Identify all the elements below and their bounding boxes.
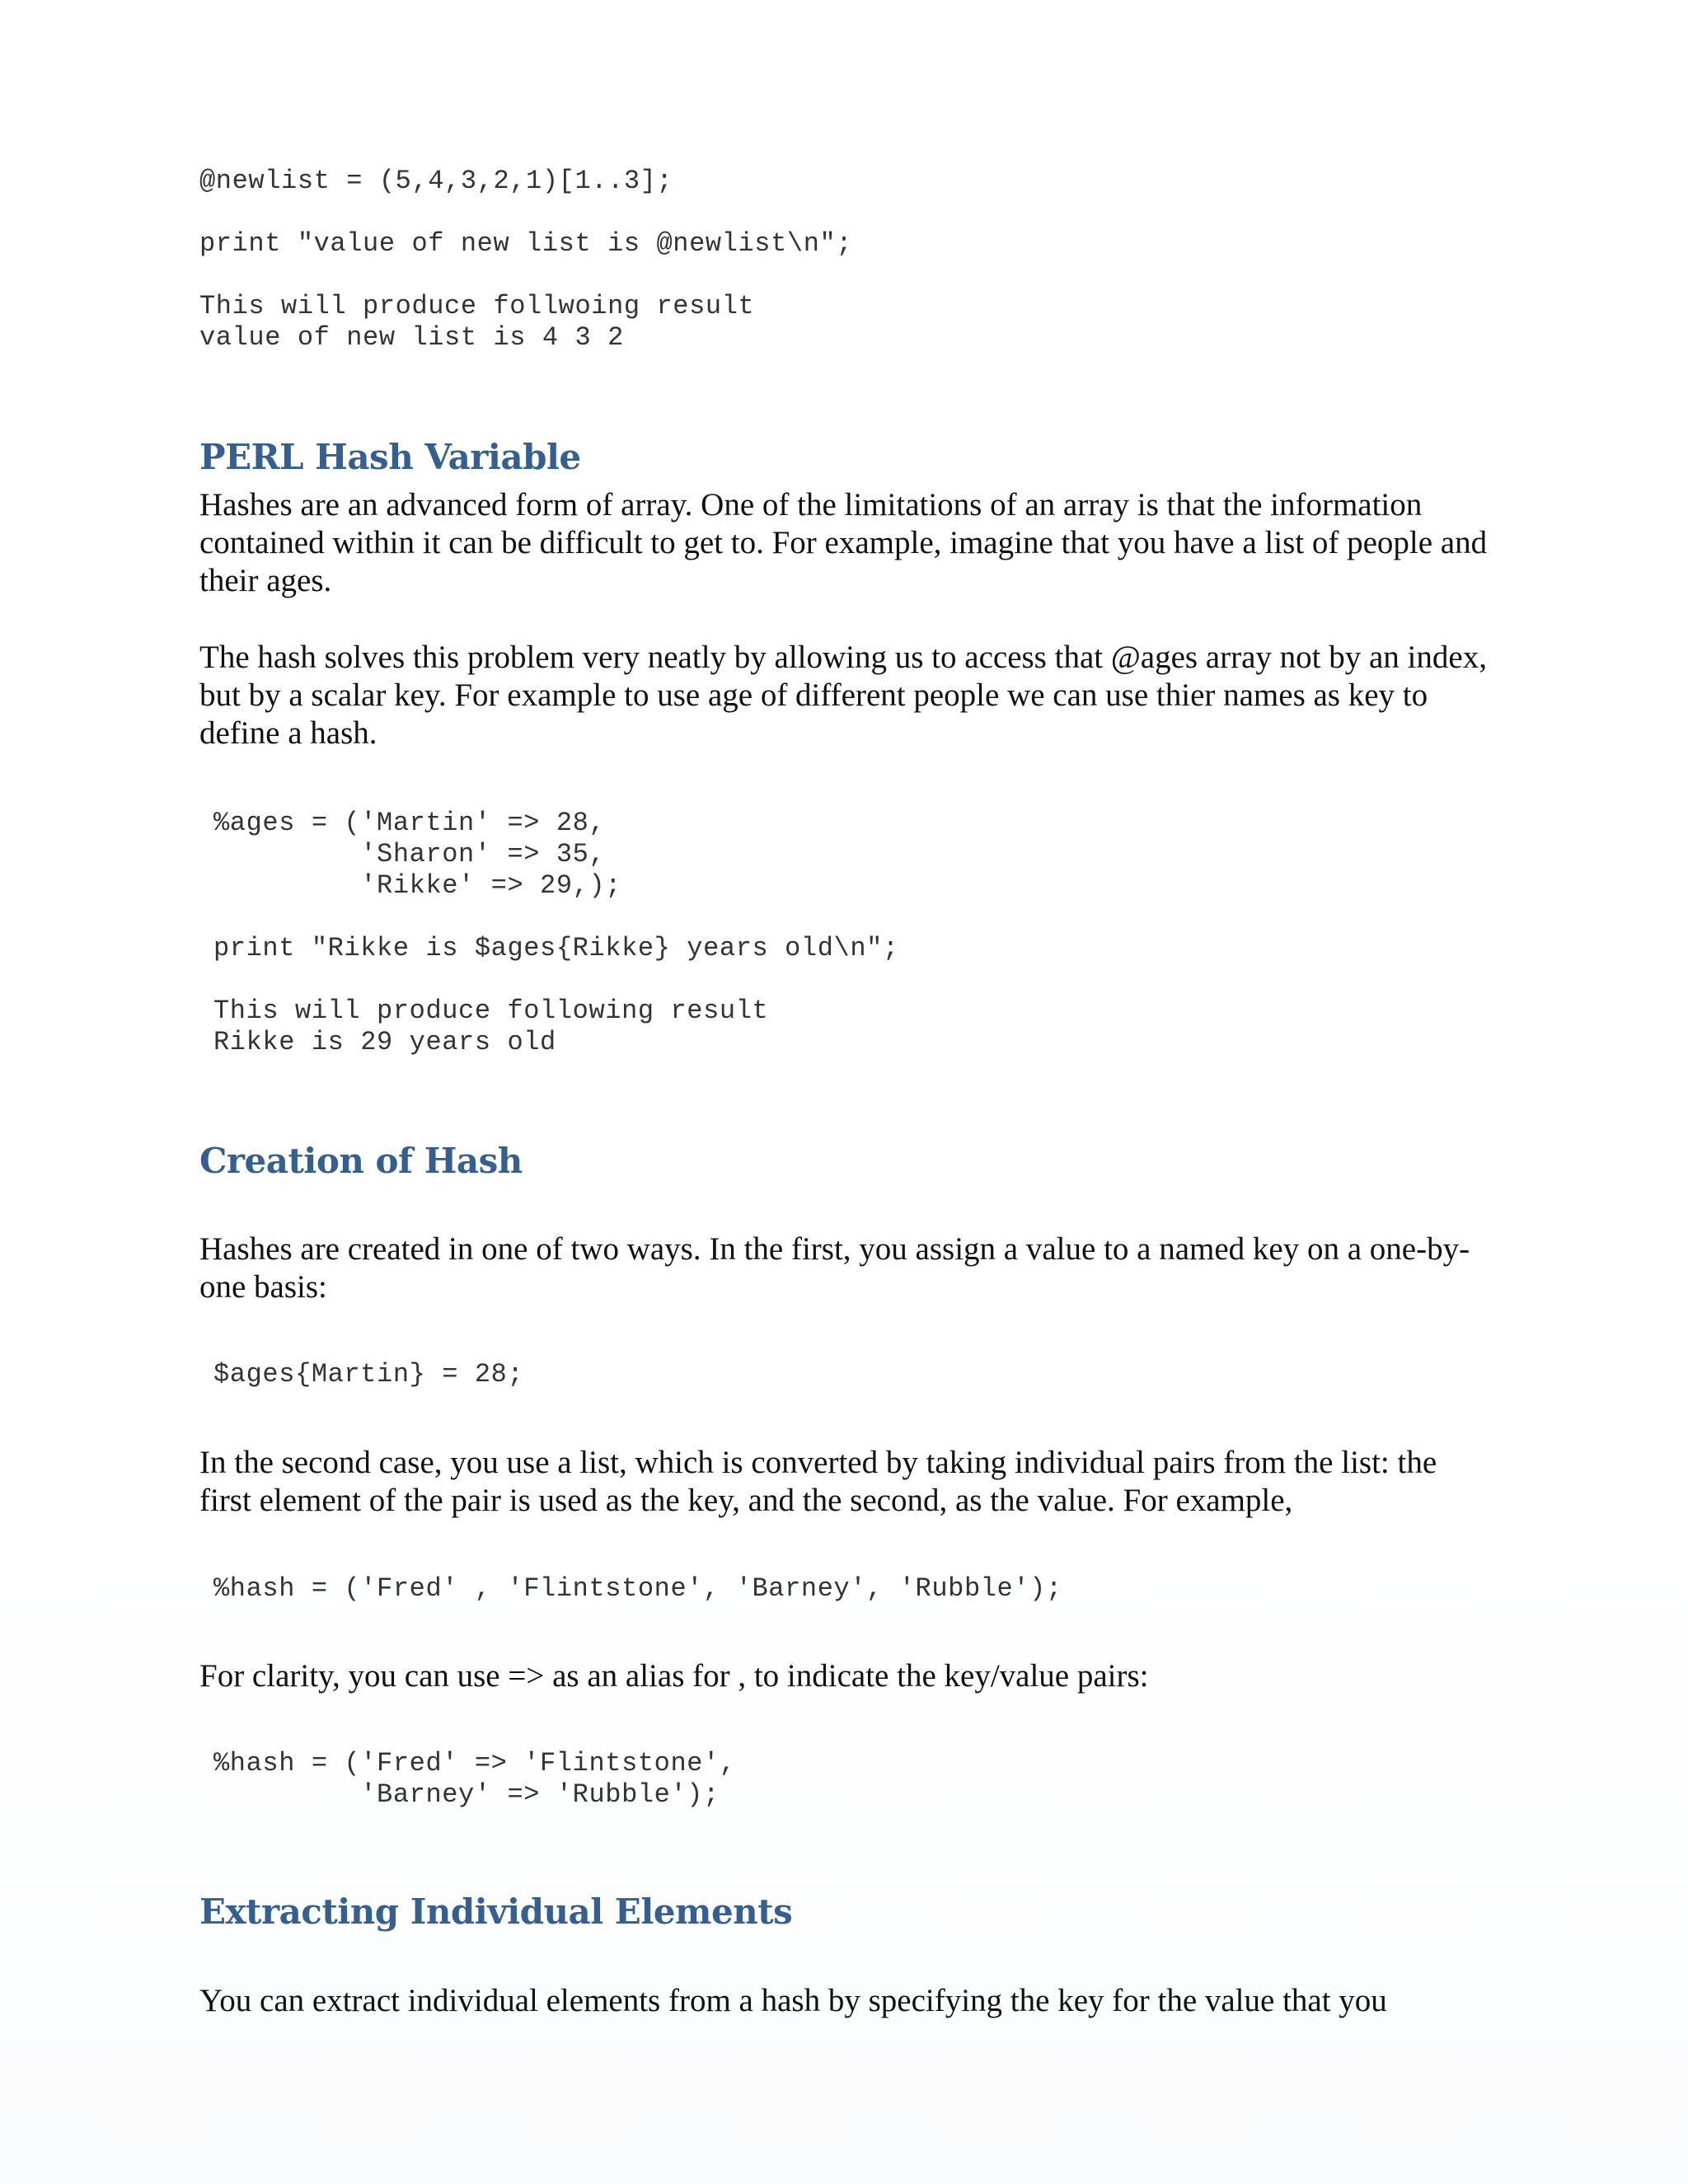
paragraph: In the second case, you use a list, which is converted by taking individual pairs from the list: the first element of the pair is used as the key, and the second, as the value. For example,: [199, 1445, 1437, 1518]
section-heading-perl-hash-variable: PERL Hash Variable: [199, 437, 581, 477]
code-line: This will produce follwoing result: [199, 291, 755, 321]
code-line: Rikke is 29 years old: [213, 1027, 556, 1057]
code-line: %hash = ('Fred' , 'Flintstone', 'Barney', 'Rubble');: [213, 1573, 1062, 1604]
paragraph: Hashes are created in one of two ways. In the first, you assign a value to a named key on a one-by-one basis:: [199, 1231, 1470, 1305]
section-heading-creation-of-hash: Creation of Hash: [199, 1141, 523, 1181]
code-line: @newlist = (5,4,3,2,1)[1..3];: [199, 166, 673, 196]
paragraph: Hashes are an advanced form of array. One of the limitations of an array is that the information contained within it can be difficult to get to. For example, imagine that you have a list of people and their ages.: [199, 487, 1488, 598]
code-line: %hash = ('Fred' => 'Flintstone',: [213, 1748, 736, 1779]
code-line: 'Barney' => 'Rubble');: [213, 1779, 720, 1810]
code-line: value of new list is 4 3 2: [199, 322, 624, 353]
code-line: 'Rikke' => 29,);: [213, 870, 622, 901]
code-line: %ages = ('Martin' => 28,: [213, 808, 606, 838]
code-line: This will produce following result: [213, 996, 769, 1026]
code-line: 'Sharon' => 35,: [213, 839, 606, 869]
code-line: print "value of new list is @newlist\n";: [199, 228, 853, 259]
paragraph: The hash solves this problem very neatly by allowing us to access that @ages array not by an index, but by a scalar key. For example to use age of different people we can use thier names as key to define a hash.: [199, 640, 1487, 751]
section-heading-extracting-individual-elements: Extracting Individual Elements: [199, 1891, 793, 1932]
code-line: $ages{Martin} = 28;: [213, 1359, 524, 1390]
paragraph: You can extract individual elements from a hash by specifying the key for the value that you: [199, 1983, 1387, 2018]
paragraph: For clarity, you can use => as an alias for , to indicate the key/value pairs:: [199, 1658, 1149, 1694]
code-line: print "Rikke is $ages{Rikke} years old\n";: [213, 933, 899, 963]
